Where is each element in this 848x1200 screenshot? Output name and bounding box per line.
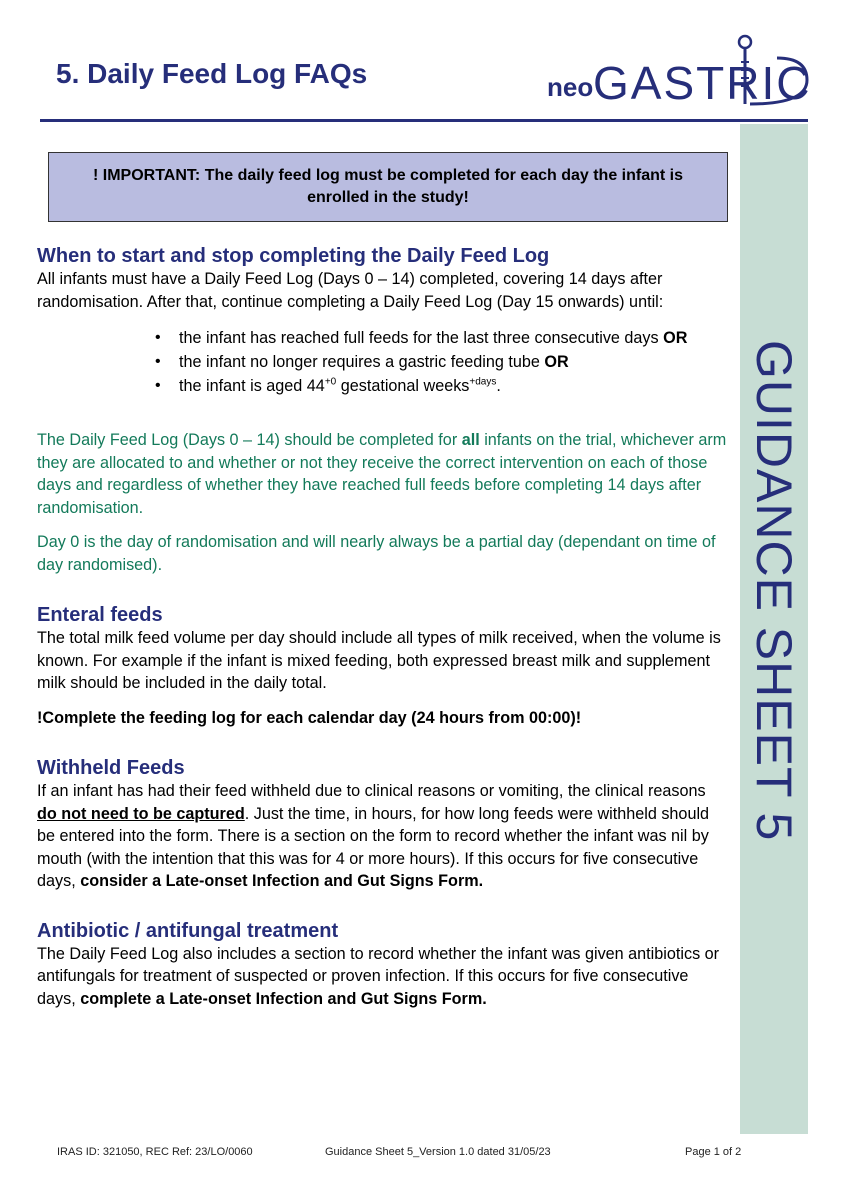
header-divider — [40, 119, 808, 122]
logo-name: GASTRIC — [593, 57, 812, 109]
list-item: • the infant has reached full feeds for the last three consecutive days OR — [179, 326, 727, 350]
start-stop-intro: All infants must have a Daily Feed Log (Days 0 – 14) completed, covering 14 days after randomisation. After that, continue completing a Daily Feed Log (Day 15 onwards) until: — [37, 270, 664, 311]
footer-ids: IRAS ID: 321050, REC Ref: 23/LO/0060 — [57, 1146, 253, 1158]
list-item: • the infant no longer requires a gastric feeding tube OR — [179, 350, 727, 374]
section-heading-antibiotic: Antibiotic / antifungal treatment — [37, 919, 339, 942]
stop-criteria-list — [37, 326, 727, 398]
day-zero-note: Day 0 is the day of randomisation and will nearly always be a partial day (dependant on time of day randomised). — [37, 533, 716, 574]
section-heading-start-stop: When to start and stop completing the Daily Feed Log — [37, 245, 550, 267]
all-infants-note: The Daily Feed Log (Days 0 – 14) should be completed for all infants on the trial, whichever arm they are allocated to and whether or not they receive the correct intervention on each of those days and regardless of whether they have reached full feeds before completing 14 days after randomisation. — [37, 431, 727, 517]
important-notice-text: ! IMPORTANT: The daily feed log must be completed for each day the infant is enrolled in the study! — [93, 167, 683, 206]
important-notice — [48, 152, 728, 222]
logo-prefix: neo — [547, 72, 594, 102]
page-title: 5. Daily Feed Log FAQs — [56, 58, 368, 89]
footer-version: Guidance Sheet 5_Version 1.0 dated 31/05/23 — [325, 1146, 551, 1158]
side-banner-label: GUIDANCE SHEET 5 — [746, 340, 802, 842]
enteral-body: The total milk feed volume per day should include all types of milk received, when the volume is known. For example if the infant is mixed feeding, both expressed breast milk and supplement milk should be included in the daily total. — [37, 629, 721, 692]
enteral-note: !Complete the feeding log for each calendar day (24 hours from 00:00)! — [37, 708, 582, 727]
antibiotic-body: The Daily Feed Log also includes a section to record whether the infant was given antibiotics or antifungals for treatment of suspected or proven infection. If this occurs for five consecutive days, complete a Late-onset Infection and Gut Signs Form. — [37, 944, 720, 1008]
main-content — [37, 244, 727, 1010]
footer-page-number: Page 1 of 2 — [685, 1146, 742, 1158]
section-heading-withheld: Withheld Feeds — [37, 757, 185, 779]
neogastric-logo — [545, 32, 810, 112]
section-heading-enteral: Enteral feeds — [37, 604, 163, 626]
withheld-body: If an infant has had their feed withheld due to clinical reasons or vomiting, the clinical reasons do not need to be captured. Just the time, in hours, for how long feeds were withheld should be entered into the form. There is a section on the form to record whether the infant was nil by mouth (with the intention that this was for 4 or more hours). If this occurs for five consecutive days, consider a Late-onset Infection and Gut Signs Form. — [37, 782, 710, 890]
list-item: • the infant is aged $44^{+0}$ gestational weeks$^{+days}$. — [179, 374, 727, 398]
